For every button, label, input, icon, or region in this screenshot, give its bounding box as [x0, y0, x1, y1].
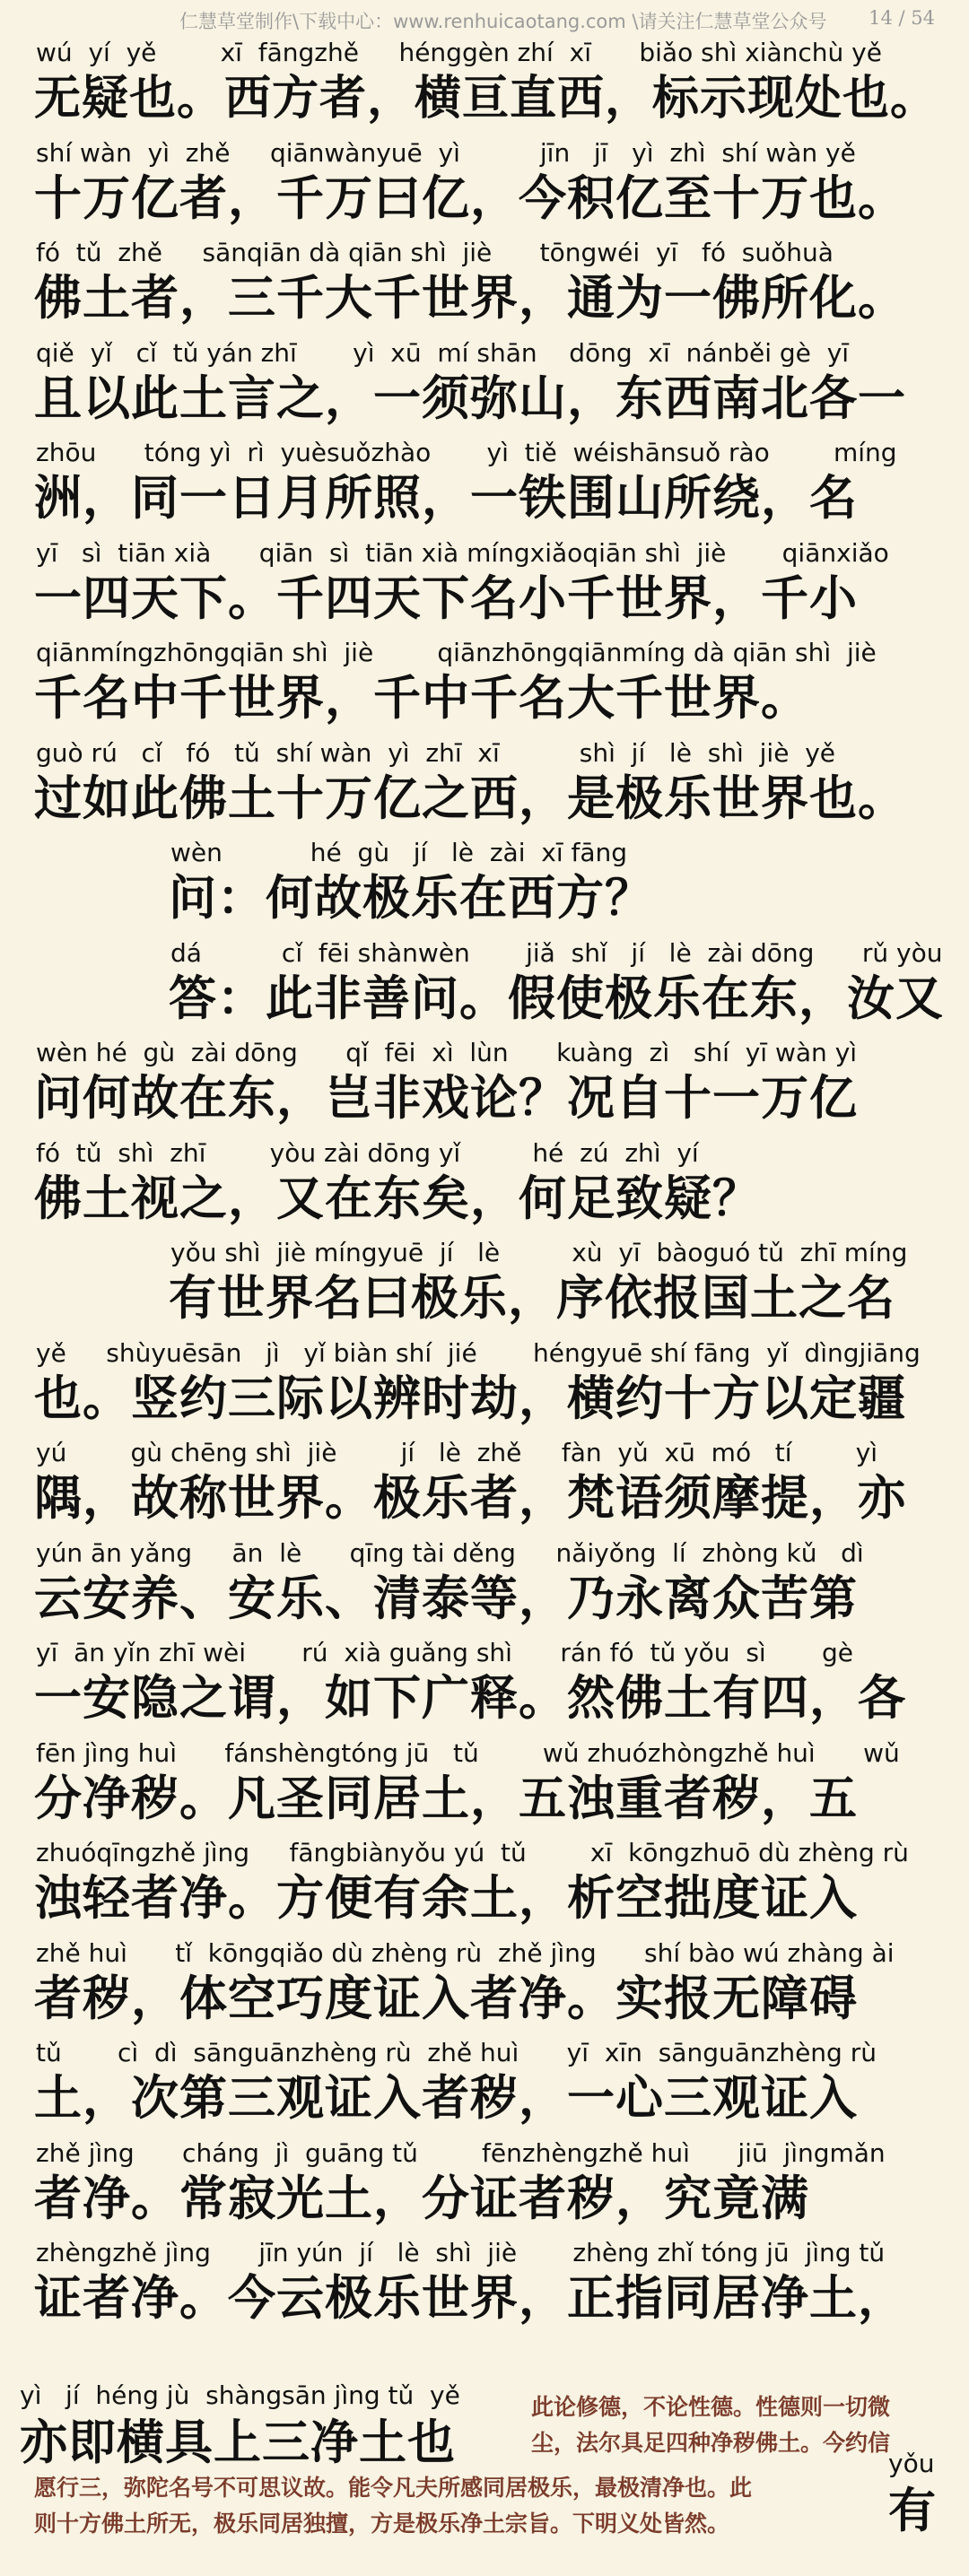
- hanzi-row: 问：何故极乐在西方？: [169, 871, 653, 926]
- hanzi-row: 洲，同一日月所照，一铁围山所绕，名: [34, 471, 858, 526]
- pinyin-row: yú gù chēng shì jiè jí lè zhě fàn yǔ xū mó tí yì: [36, 1438, 878, 1467]
- pinyin-row: yī ān yǐn zhī wèi rú xià guǎng shì rán fó tǔ yǒu sì gè: [36, 1638, 854, 1667]
- pinyin-row: dá cǐ fēi shànwèn jiǎ shǐ jí lè zài dōng rǔ yòu: [170, 937, 943, 968]
- page-number: 14 / 54: [869, 7, 935, 29]
- pinyin-row: yī sì tiān xià qiān sì tiān xià míngxiǎoqiān shì jiè qiānxiǎo: [36, 537, 889, 568]
- hanzi-row: 者秽，体空巧度证入者净。实报无障碍: [34, 1971, 858, 2026]
- pinyin-row: wèn hé gù zài dōng qǐ fēi xì lùn kuàng zì shí yī wàn yì: [36, 1038, 858, 1067]
- pinyin-row: qiě yǐ cǐ tǔ yán zhī yì xū mí shān dōng xī nánběi gè yī: [36, 337, 850, 368]
- pinyin-row: tǔ cì dì sānguānzhèng rù zhě huì yī xīn sānguānzhèng rù: [36, 2038, 877, 2067]
- pinyin-row: guò rú cǐ fó tǔ shí wàn yì zhī xī shì jí lè shì jiè yě: [36, 737, 836, 768]
- annotation-2: 尘，法尔具足四种净秽佛土。今约信: [531, 2430, 891, 2456]
- hanzi-row: 也。竖约三际以辨时劫，横约十方以定疆: [34, 1371, 906, 1426]
- hanzi-row: 一四天下。千四天下名小千世界，千小: [34, 570, 858, 626]
- pinyin-row: wú yí yě xī fāngzhě hénggèn zhí xī biǎo shì xiànchù yě: [36, 38, 882, 67]
- annotation-1: 此论修德，不论性德。性德则一切微: [531, 2394, 891, 2420]
- last-line-hanzi: 亦即横具上三净土也: [20, 2415, 456, 2470]
- pinyin-row: yě shùyuēsān jì yǐ biàn shí jié héngyuē shí fāng yǐ dìngjiāng: [36, 1337, 921, 1368]
- hanzi-row: 分净秽。凡圣同居土，五浊重者秽，五: [34, 1771, 858, 1826]
- pinyin-row: yǒu shì jiè míngyuē jí lè xù yī bàoguó tǔ zhī míng: [170, 1238, 908, 1267]
- annotation-3: 愿行三，弥陀名号不可思议故。能令凡夫所感同居极乐，最极清净也。此: [34, 2475, 753, 2501]
- hanzi-row: 土，次第三观证入者秽，一心三观证入: [34, 2071, 858, 2126]
- pinyin-row: zhōu tóng yì rì yuèsuǒzhào yì tiě wéishānsuǒ rào míng: [36, 438, 897, 467]
- tail-hanzi: 有: [888, 2484, 936, 2538]
- pinyin-row: wèn hé gù jí lè zài xī fāng: [170, 838, 628, 867]
- pinyin-row: fēn jìng huì fánshèngtóng jū tǔ wǔ zhuózhòngzhě huì wǔ: [36, 1737, 900, 1768]
- annotation-4: 则十方佛土所无，极乐同居独擅，方是极乐净土宗旨。下明义处皆然。: [34, 2511, 730, 2537]
- hanzi-row: 证者净。今云极乐世界，正指同居净土，: [34, 2271, 906, 2326]
- hanzi-row: 过如此佛土十万亿之西，是极乐世界也。: [34, 770, 906, 826]
- hanzi-row: 千名中千世界，千中千名大千世界。: [34, 671, 809, 726]
- pinyin-row: zhèngzhě jìng jīn yún jí lè shì jiè zhèng zhǐ tóng jū jìng tǔ: [36, 2238, 886, 2267]
- pinyin-row: shí wàn yì zhě qiānwànyuē yì jīn jī yì zhì shí wàn yě: [36, 137, 856, 168]
- hanzi-row: 者净。常寂光土，分证者秽，究竟满: [34, 2171, 809, 2226]
- pinyin-row: zhě huì tǐ kōngqiǎo dù zhèng rù zhě jìng shí bào wú zhàng ài: [36, 1937, 895, 1968]
- hanzi-row: 佛土者，三千大千世界，通为一佛所化。: [34, 271, 906, 326]
- hanzi-row: 且以此土言之，一须弥山，东西南北各一: [34, 370, 906, 426]
- hanzi-row: 隅，故称世界。极乐者，梵语须摩提，亦: [34, 1471, 906, 1526]
- pinyin-row: fó tǔ zhě sānqiān dà qiān shì jiè tōngwéi yī fó suǒhuà: [36, 238, 834, 267]
- last-line-pinyin: yì jí héng jù shàngsān jìng tǔ yě: [20, 2380, 460, 2410]
- hanzi-row: 浊轻者净。方便有余土，析空拙度证入: [34, 1871, 858, 1926]
- header-title: 仁慧草堂制作\下载中心：www.renhuicaotang.com \请关注仁慧草堂公众号: [179, 11, 827, 32]
- hanzi-row: 问何故在东，岂非戏论？况自十一万亿: [34, 1071, 858, 1126]
- pinyin-row: zhuóqīngzhě jìng fāngbiànyǒu yú tǔ xī kōngzhuō dù zhèng rù: [36, 1838, 909, 1867]
- hanzi-row: 佛土视之，又在东矣，何足致疑？: [34, 1171, 761, 1226]
- hanzi-row: 有世界名曰极乐，序依报国土之名: [169, 1271, 895, 1326]
- pinyin-row: qiānmíngzhōngqiān shì jiè qiānzhōngqiānmíng dà qiān shì jiè: [36, 638, 877, 667]
- hanzi-row: 十万亿者，千万曰亿，今积亿至十万也。: [34, 170, 906, 226]
- tail-pinyin: yǒu: [888, 2449, 935, 2478]
- hanzi-row: 答：此非善问。假使极乐在东，汝又: [169, 970, 944, 1026]
- pinyin-row: yún ān yǎng ān lè qīng tài děng nǎiyǒng lí zhòng kǔ dì: [36, 1537, 864, 1568]
- hanzi-row: 无疑也。西方者，横亘直西，标示现处也。: [34, 72, 938, 126]
- hanzi-row: 云安养、安乐、清泰等，乃永离众苦第: [34, 1571, 858, 1626]
- pinyin-row: fó tǔ shì zhī yòu zài dōng yǐ hé zú zhì yí: [36, 1137, 699, 1168]
- hanzi-row: 一安隐之谓，如下广释。然佛土有四，各: [34, 1671, 906, 1726]
- pinyin-row: zhě jìng cháng jì guāng tǔ fēnzhèngzhě huì jiū jìngmǎn: [36, 2137, 886, 2168]
